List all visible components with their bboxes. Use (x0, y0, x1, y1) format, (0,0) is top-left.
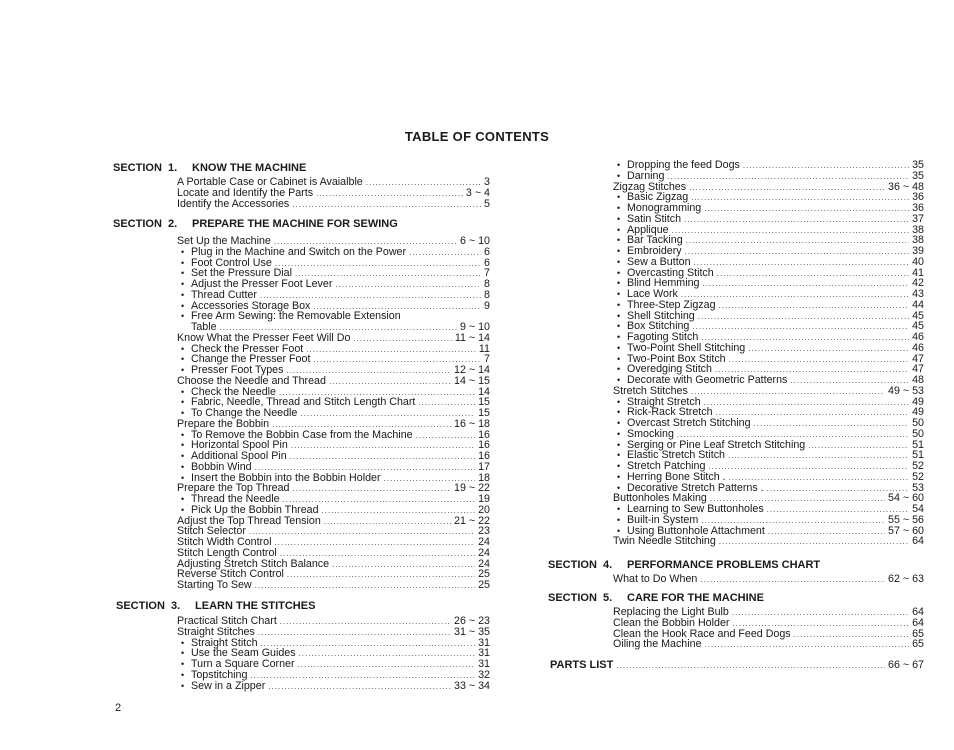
entry-page: 47 (912, 352, 924, 365)
section-5-title: CARE FOR THE MACHINE (627, 592, 764, 604)
entry-page: 57 ~ 60 (888, 524, 924, 537)
toc-entry (613, 214, 924, 225)
dot-leader (684, 215, 909, 226)
entry-title: • Learning to Sew Buttonholes (613, 504, 764, 515)
section-5-entries (613, 607, 924, 650)
dot-leader (616, 661, 885, 672)
entry-title: Table (191, 321, 217, 333)
dot-leader (705, 640, 910, 651)
entry-title: • Satin Stitch (613, 214, 681, 225)
entry-title: Replacing the Light Bulb (613, 606, 729, 618)
entry-title: • Box Stitching (613, 321, 689, 332)
entry-title: Know What the Presser Feet Will Do (177, 331, 351, 344)
section-5-heading (548, 592, 764, 604)
entry-title: • To Remove the Bobbin Case from the Machine (177, 430, 413, 441)
toc-entry (177, 376, 490, 387)
entry-page: 64 (912, 535, 924, 548)
entry-page: 32 (478, 668, 490, 681)
entry-page: 55 ~ 56 (888, 513, 924, 526)
entry-title: Choose the Needle and Thread (177, 374, 326, 387)
section-3-heading (116, 600, 315, 612)
entry-title: • Overcasting Stitch (613, 268, 714, 279)
entry-page: 11 (478, 342, 490, 355)
toc-entry (177, 580, 490, 591)
section-4-entries (613, 574, 924, 585)
entry-title: • Two-Point Shell Stitching (613, 343, 745, 354)
dot-leader (700, 575, 885, 586)
section-3-number: 3. (171, 600, 181, 612)
entry-page: 42 (912, 277, 924, 290)
entry-title: Clean the Bobbin Holder (613, 616, 730, 629)
entry-page: 45 (912, 309, 924, 322)
dot-leader (275, 259, 481, 270)
dot-leader (719, 537, 909, 548)
entry-page: 45 (912, 320, 924, 333)
toc-entry (613, 618, 924, 629)
entry-title: • Horizontal Spool Pin (177, 440, 288, 451)
entry-title: Identify the Accessories (177, 197, 290, 210)
toc-entry (177, 333, 490, 344)
entry-page: 12 ~ 14 (454, 364, 490, 376)
dot-leader (667, 172, 909, 183)
section-4-label: SECTION (548, 559, 597, 571)
entry-title: • Thread the Needle (177, 494, 280, 505)
entry-page: 24 (478, 557, 490, 570)
entry-page: 64 (912, 616, 924, 629)
entry-title: • Applique (613, 225, 669, 236)
dot-leader (316, 189, 463, 200)
toc-entry (613, 536, 924, 547)
entry-title: Buttonholes Making (613, 492, 707, 505)
entry-title: • Embroidery (613, 246, 682, 257)
entry-title: • Two-Point Box Stitch (613, 354, 726, 365)
entry-page: 16 (478, 439, 490, 452)
dot-leader (258, 628, 451, 639)
dot-leader (290, 452, 475, 463)
dot-leader (292, 200, 481, 211)
entry-title: • Insert the Bobbin into the Bobbin Holder (177, 473, 381, 484)
dot-leader (306, 345, 476, 356)
section-2-title: PREPARE THE MACHINE FOR SEWING (192, 218, 398, 230)
dot-leader (732, 608, 909, 619)
entry-page: 49 ~ 53 (888, 384, 924, 397)
toc-entry (177, 199, 490, 210)
entry-page: 3 (484, 176, 490, 188)
entry-page: 52 (912, 460, 924, 472)
toc-entry (613, 574, 924, 585)
entry-page: 54 (912, 503, 924, 515)
entry-page: 40 (912, 255, 924, 268)
section-2-number: 2. (168, 218, 178, 230)
entry-page: 16 (478, 450, 490, 462)
dot-leader (694, 258, 910, 269)
section-3-title: LEARN THE STITCHES (195, 600, 316, 612)
entry-page: 33 ~ 34 (454, 679, 490, 692)
entry-title: • Straight Stitch (177, 638, 258, 649)
entry-page: 24 (478, 546, 490, 559)
entry-title: Clean the Hook Race and Feed Dogs (613, 627, 791, 640)
section-3-label: SECTION (116, 600, 165, 612)
entry-page: 53 (912, 481, 924, 494)
dot-leader (689, 183, 885, 194)
dot-leader (702, 279, 909, 290)
entry-title: Prepare the Bobbin (177, 417, 270, 430)
entry-page: 25 (478, 568, 490, 581)
entry-page: 18 (478, 471, 490, 484)
entry-page: 17 (478, 460, 490, 473)
entry-page: 52 (912, 470, 924, 483)
dot-leader (708, 462, 909, 473)
page-title: TABLE OF CONTENTS (404, 129, 550, 144)
dot-leader (249, 527, 475, 538)
entry-title: Prepare the Top Thread (177, 482, 290, 495)
entry-title: • Plug in the Machine and Switch on the Power (177, 247, 406, 258)
entry-page: 7 (484, 353, 490, 366)
entry-page: 15 (478, 407, 490, 419)
entry-title: • Stretch Patching (613, 461, 705, 472)
entry-title: • Three-Step Zigzag (613, 300, 716, 311)
entry-title: • Pick Up the Bobbin Thread (177, 505, 319, 516)
entry-title: • Accessories Storage Box (177, 301, 310, 312)
entry-title: • Check the Needle (177, 387, 276, 398)
entry-page: 41 (912, 266, 924, 279)
section-2-entries (177, 236, 490, 591)
entry-title: Oiling the Machine (613, 638, 702, 651)
entry-title: • Sew a Button (613, 257, 691, 268)
entry-page: 36 ~ 48 (888, 180, 924, 193)
entry-page: 49 (912, 406, 924, 419)
entry-title: Adjusting Stretch Stitch Balance (177, 557, 330, 570)
entry-title: • Herring Bone Stitch . (613, 472, 726, 483)
toc-entry (177, 670, 490, 681)
dot-leader (719, 301, 910, 312)
section-5-number: 5. (603, 592, 613, 604)
entry-title: • Overedging Stitch (613, 364, 712, 375)
entry-page: 16 ~ 18 (454, 417, 490, 430)
entry-title: • Check the Presser Foot (177, 344, 303, 355)
entry-title: • Free Arm Sewing: the Removable Extension (177, 311, 401, 322)
dot-leader (274, 538, 475, 549)
toc-entry (177, 548, 490, 559)
entry-title: Practical Stitch Chart (177, 615, 277, 627)
dot-leader (754, 419, 910, 430)
entry-title: Locate and Identify the Parts (177, 186, 314, 199)
entry-page: 54 ~ 60 (888, 492, 924, 505)
dot-leader (691, 193, 909, 204)
dot-leader (729, 355, 910, 366)
toc-entry (177, 627, 490, 638)
entry-page: 37 (912, 212, 924, 225)
dot-leader (717, 269, 909, 280)
dot-leader (743, 161, 909, 172)
entry-title: • Presser Foot Types (177, 365, 283, 376)
toc-entry (177, 681, 490, 692)
toc-entry (613, 515, 924, 526)
toc-entry (177, 419, 490, 430)
toc-entry (613, 386, 924, 397)
dot-leader (728, 451, 909, 462)
toc-entry (177, 462, 490, 473)
entry-title: • Basic Zigzag (613, 192, 688, 203)
entry-title: • Decorate with Geometric Patterns (613, 375, 787, 386)
toc-entry (613, 257, 924, 268)
entry-title: • Overcast Stretch Stitching (613, 418, 751, 429)
entry-title: • Straight Stretch (613, 397, 701, 408)
dot-leader (353, 334, 451, 345)
entry-title: • Blind Hemming (613, 278, 699, 289)
entry-title: • Darning (613, 171, 664, 182)
entry-page: 48 (912, 374, 924, 386)
entry-title: • Fabric, Needle, Thread and Stitch Length Chart (177, 397, 415, 408)
dot-leader (691, 387, 885, 398)
dot-leader (748, 344, 909, 355)
entry-page: 65 (912, 638, 924, 651)
section-1-number: 1. (168, 162, 178, 174)
section-3-entries (177, 616, 490, 691)
entry-page: 31 (478, 658, 490, 670)
entry-title: • Elastic Stretch Stitch (613, 450, 725, 461)
toc-entry (550, 660, 924, 671)
dot-leader (335, 280, 481, 291)
entry-page: 14 (478, 385, 490, 398)
entry-title: • Monogramming (613, 203, 701, 214)
entry-page: 46 (912, 331, 924, 343)
parts-list-label: PARTS LIST (550, 659, 614, 671)
entry-title: • Foot Control Use (177, 258, 272, 269)
entry-title: • Use the Seam Guides (177, 648, 296, 659)
entry-title: Set Up the Machine (177, 235, 271, 247)
dot-leader (808, 441, 909, 452)
toc-entry (613, 472, 924, 483)
entry-title: Zigzag Stitches (613, 180, 687, 193)
entry-title: • Bobbin Wind (177, 462, 252, 473)
entry-page: 38 (912, 223, 924, 236)
toc-entry (177, 188, 490, 199)
dot-leader (299, 649, 476, 660)
entry-title: • Built-in System (613, 515, 698, 526)
toc-entry (177, 290, 490, 301)
entry-page: 20 (478, 503, 490, 516)
entry-page: 31 (478, 647, 490, 660)
dot-leader (332, 560, 475, 571)
entry-title: Straight Stitches (177, 625, 255, 638)
section-2-heading (113, 218, 398, 230)
entry-page: 7 (484, 267, 490, 280)
entry-title: Stretch Stitches (613, 384, 688, 397)
entry-page: 6 (484, 245, 490, 258)
entry-page: 31 ~ 35 (454, 625, 490, 638)
entry-title: • Set the Pressure Dial (177, 268, 292, 279)
entry-title: • Topstitching (177, 670, 247, 681)
entry-page: 43 (912, 288, 924, 300)
toc-entry (613, 343, 924, 354)
entry-page: 15 (478, 396, 490, 409)
entry-title: • Dropping the feed Dogs (613, 160, 740, 171)
entry-title: • Bar Tacking (613, 235, 683, 246)
entry-title: • Using Buttonhole Attachment (613, 526, 765, 537)
entry-title: • Rick-Rack Stretch (613, 407, 713, 418)
entry-page: 16 (478, 428, 490, 441)
dot-leader (300, 409, 475, 420)
entry-page: 11 ~ 14 (454, 331, 490, 344)
entry-title: Adjust the Top Thread Tension (177, 514, 321, 527)
section-1-entries (177, 177, 490, 209)
entry-title: Reverse Stitch Control (177, 568, 284, 581)
entry-page: 19 ~ 22 (454, 482, 490, 495)
entry-title: • To Change the Needle (177, 408, 297, 419)
entry-page: 51 (912, 449, 924, 462)
parts-list-row (550, 660, 924, 671)
dot-leader (685, 247, 909, 258)
section-1-label: SECTION (113, 162, 162, 174)
dot-leader (287, 570, 475, 581)
entry-page: 23 (478, 525, 490, 538)
entry-page: 36 (912, 191, 924, 204)
entry-title: • Lace Work (613, 289, 678, 300)
entry-page: 8 (484, 288, 490, 301)
entry-title: What to Do When (613, 573, 698, 585)
entry-page: 9 (484, 299, 490, 312)
dot-leader (366, 178, 481, 189)
dot-leader (704, 398, 909, 409)
section-1-title: KNOW THE MACHINE (192, 162, 307, 174)
entry-title: • Thread Cutter (177, 290, 257, 301)
entry-page: 50 (912, 427, 924, 440)
dot-leader (672, 226, 910, 237)
toc-entry (613, 300, 924, 311)
dot-leader (704, 204, 909, 215)
entry-title: Twin Needle Stitching (613, 535, 716, 548)
dot-leader (322, 506, 476, 517)
entry-page: 46 (912, 341, 924, 354)
toc-entry (177, 247, 490, 258)
dot-leader (692, 322, 909, 333)
entry-page: 64 (912, 606, 924, 618)
entry-page: 6 ~ 10 (459, 235, 490, 247)
section-2-label: SECTION (113, 218, 162, 230)
entry-page: 51 (912, 438, 924, 451)
entry-page: 9 ~ 10 (459, 321, 490, 333)
entry-title: • Decorative Stretch Patterns . (613, 483, 764, 494)
entry-title: Stitch Length Control (177, 546, 277, 559)
dot-leader (250, 671, 475, 682)
toc-entry (613, 429, 924, 440)
entry-page: 49 (912, 395, 924, 408)
dot-leader (298, 660, 476, 671)
entry-page: 31 (478, 636, 490, 649)
entry-page: 36 (912, 202, 924, 214)
toc-entry (177, 311, 490, 322)
dot-leader (686, 236, 909, 247)
entry-page: 25 (478, 579, 490, 591)
entry-title: A Portable Case or Cabinet is Avaialble (177, 176, 363, 188)
section-4-heading (548, 559, 820, 571)
dot-leader (268, 682, 451, 693)
toc-entry (613, 639, 924, 650)
entry-title: • Smocking (613, 429, 674, 440)
dot-leader (255, 581, 475, 592)
entry-title: • Shell Stitching (613, 311, 695, 322)
section-5-label: SECTION (548, 592, 597, 604)
entry-title: Stitch Selector (177, 525, 246, 538)
section-4-number: 4. (603, 559, 613, 571)
entry-page: 39 (912, 245, 924, 257)
entry-page: 8 (484, 278, 490, 290)
entry-title: • Turn a Square Corner (177, 659, 295, 670)
dot-leader (280, 617, 451, 628)
entry-page: 5 (484, 197, 490, 210)
toc-entry (177, 505, 490, 516)
entry-title: Starting To Sew (177, 579, 252, 591)
entry-title: • Serging or Pine Leaf Stretch Stitching (613, 440, 805, 451)
section-1-heading (113, 162, 306, 174)
section-3-continued-entries (613, 160, 924, 547)
entry-page: 19 (478, 493, 490, 505)
entry-page: 24 (478, 536, 490, 548)
entry-title: • Additional Spool Pin (177, 451, 287, 462)
entry-page: 21 ~ 22 (454, 514, 490, 527)
dot-leader (329, 377, 451, 388)
entry-page: 6 (484, 256, 490, 269)
dot-leader (794, 630, 909, 641)
entry-page: 47 (912, 363, 924, 376)
dot-leader (291, 441, 475, 452)
entry-page: 3 ~ 4 (465, 186, 490, 199)
dot-leader (416, 431, 476, 442)
entry-title: • Fagoting Stitch (613, 332, 698, 343)
dot-leader (418, 398, 475, 409)
page-number: 2 (115, 702, 122, 714)
dot-leader (324, 517, 451, 528)
entry-title: Stitch Width Control (177, 536, 272, 548)
dot-leader (409, 248, 481, 259)
entry-page: 65 (912, 627, 924, 640)
entry-page: 35 (912, 169, 924, 182)
entry-page: 38 (912, 234, 924, 247)
entry-title: • Change the Presser Foot (177, 354, 310, 365)
dot-leader (293, 484, 452, 495)
section-4-title: PERFORMANCE PROBLEMS CHART (627, 559, 821, 571)
entry-page: 14 ~ 15 (454, 374, 490, 387)
entry-page: 26 ~ 23 (454, 615, 490, 627)
entry-page: 62 ~ 63 (888, 573, 924, 585)
dot-leader (698, 312, 909, 323)
entry-title: • Adjust the Presser Foot Lever (177, 279, 332, 290)
entry-page: 50 (912, 417, 924, 429)
entry-page: 35 (912, 159, 924, 171)
toc-entry (613, 171, 924, 182)
entry-page: 44 (912, 298, 924, 311)
dot-leader (768, 527, 885, 538)
parts-list-page: 66 ~ 67 (888, 659, 924, 671)
entry-title: • Sew in a Zipper (177, 681, 265, 692)
